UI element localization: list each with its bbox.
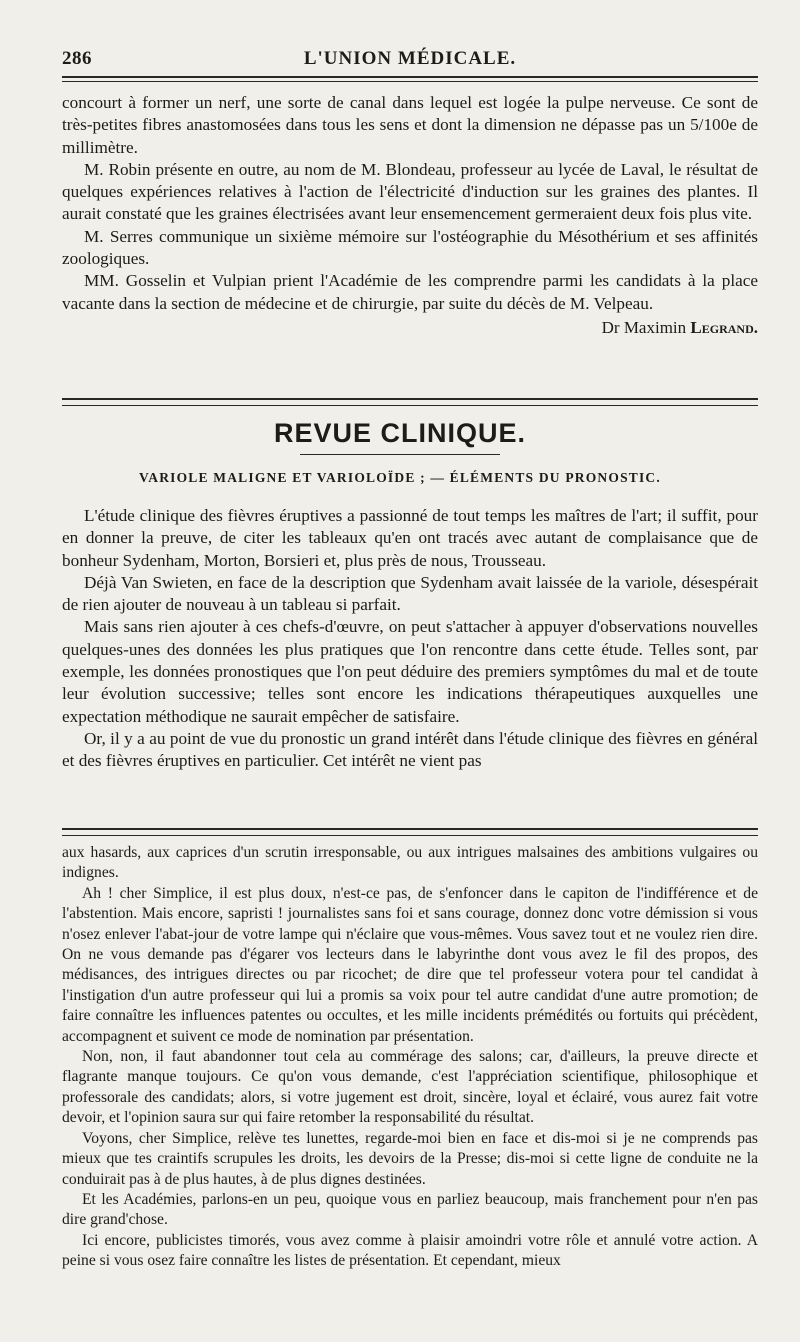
paragraph: aux hasards, aux caprices d'un scrutin irresponsable, ou aux intrigues malsaines des ambitions vulgaires ou indignes.: [62, 844, 758, 882]
paragraph: L'étude clinique des fièvres éruptives a passionné de tout temps les maîtres de l'art; il suffit, pour en donner la preuve, de citer les tableaux qu'en ont tracés avec autant de complaisance que de bonheur Sydenham, Morton, Borsieri et, plus près de nous, Trousseau.: [62, 506, 758, 570]
journal-title: L'UNION MÉDICALE.: [303, 48, 517, 69]
header-rule-thin: [62, 81, 758, 82]
paragraph: Ici encore, publicistes timorés, vous avez comme à plaisir amoindri votre rôle et annulé votre action. A peine si vous osez faire connaître les listes de présentation. Et cependant, mieux: [62, 1231, 758, 1270]
signature-name: Legrand.: [690, 317, 758, 337]
feuilleton: [62, 843, 758, 1272]
paragraph: Mais sans rien ajouter à ces chefs-d'œuvre, on peut s'attacher à appuyer d'observations nouvelles quelques-unes des données les plus pratiques que l'on rencontre dans cette étude. Telles sont, par exemple, les données pronostiques que l'on peut déduire des premiers symptômes du mal et de toute leur évolution successive; telles sont encore les indications thérapeutiques auxquelles une expectation méthodique ne saurait empêcher de satisfaire.: [62, 617, 758, 726]
feuilleton-separator: [62, 828, 758, 836]
paragraph: Ah ! cher Simplice, il est plus doux, n'est-ce pas, de s'enfoncer dans le capiton de l'indifférence et de l'abstention. Mais encore, sapristi ! journalistes sans foi et sans courage, donnez donc votre démission si vous n'osez enlever l'abat-jour de votre lampe qui n'éclaire que vous-mêmes. Vous savez tout et ne voulez rien dire. On ne vous demande pas d'égarer vos lecteurs dans le labyrinthe dont vous avez le fil des propos, des médisances, des intrigues directes ou par ricochet; de dire que tel professeur votera pour tel candidat à l'instigation d'un autre professeur qui lui a promis sa voix pour tel autre candidat d'une autre promotion; de faire connaître les influences patentes ou occultes, et les mille incidents prémédités ou fortuits qui précèdent, accompagnent et suivent ce mode de nomination par présentation.: [62, 884, 758, 1045]
title-rule: [300, 454, 500, 455]
section-subtitle: VARIOLE MALIGNE ET VARIOLOÏDE ; — ÉLÉMENTS DU PRONOSTIC.: [139, 470, 661, 485]
page-header: [62, 46, 758, 78]
section-separator: [62, 398, 758, 406]
paragraph: M. Robin présente en outre, au nom de M. Blondeau, professeur au lycée de Laval, le résultat de quelques expériences relatives à l'action de l'électricité d'induction sur les graines des plantes. Il aurait constaté que les graines électrisées avant leur ensemencement germeraient deux fois plus vite.: [62, 159, 758, 224]
paragraph: Non, non, il faut abandonner tout cela au commérage des salons; car, d'ailleurs, la preuve directe et flagrante manque toujours. Ce qu'on vous demande, c'est l'appréciation scientifique, philosophique et professorale des candidats; alors, si votre jugement est droit, sincère, loyal et éclairé, vous aurez fait votre devoir, et l'opinion saura sur qui faire retomber la responsabilité du résultat.: [62, 1048, 758, 1127]
signature: [62, 317, 758, 339]
paragraph: Déjà Van Swieten, en face de la description que Sydenham avait laissée de la variole, désespérait de rien ajouter de nouveau à un tableau si parfait.: [62, 572, 758, 615]
paragraph: Voyons, cher Simplice, relève tes lunettes, regarde-moi bien en face et dis-moi si je ne comprends pas mieux que tes craintifs scrupules les droits, les devoirs de la Presse; dis-moi si cette ligne de conduite ne la conduirait pas à de plus hautes, à de plus dignes destinées.: [62, 1129, 758, 1188]
clinical-review: [62, 505, 758, 773]
page-number: 286: [62, 48, 92, 69]
signature-prefix: Dr Maximin: [601, 317, 687, 337]
paragraph: M. Serres communique un sixième mémoire sur l'ostéographie du Mésothérium et ses affinités zoologiques.: [62, 226, 758, 269]
paragraph: concourt à former un nerf, une sorte de canal dans lequel est logée la pulpe nerveuse. Ce sont de très-petites fibres anastomosées dans tous les sens et dont la dimension ne dépasse pas un 5/100e de millimètre.: [62, 93, 758, 157]
section-title: REVUE CLINIQUE.: [273, 418, 527, 448]
academy-report: [62, 92, 758, 339]
header-rule: [62, 76, 758, 78]
paragraph: Or, il y a au point de vue du pronostic un grand intérêt dans l'étude clinique des fièvres en général et des fièvres éruptives en particulier. Cet intérêt ne vient pas: [62, 728, 758, 771]
paragraph: Et les Académies, parlons-en un peu, quoique vous en parliez beaucoup, mais franchement pour n'en pas dire grand'chose.: [62, 1190, 758, 1229]
paragraph: MM. Gosselin et Vulpian prient l'Académie de les comprendre parmi les candidats à la place vacante dans la section de médecine et de chirurgie, par suite du décès de M. Velpeau.: [62, 271, 758, 313]
